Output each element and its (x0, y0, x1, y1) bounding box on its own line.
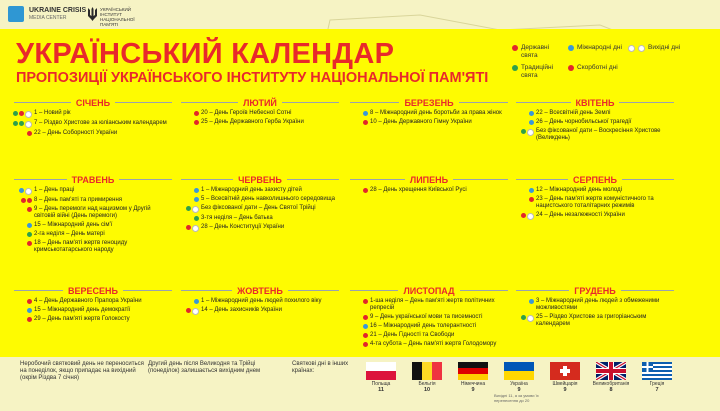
country-name: Польща (371, 381, 391, 387)
event-text: 25 – День Державного Герба України (201, 119, 304, 125)
event-text: 9 – День української мови та писемності (370, 314, 483, 320)
country-label (632, 381, 682, 393)
page-title: УКРАЇНСЬКИЙ КАЛЕНДАР (16, 38, 395, 70)
divider (459, 102, 508, 103)
event-text: 26 – День чорнобильської трагедії (536, 119, 632, 125)
event-text: 3-тя неділя – День батька (201, 215, 273, 221)
white-dot-icon (25, 188, 32, 195)
month-name: ЛИПЕНЬ (409, 174, 449, 185)
blue-dot-icon (363, 111, 368, 116)
green-dot-icon (194, 216, 199, 221)
country-name: Великобританія (592, 381, 630, 387)
country-label (402, 381, 452, 393)
event-item (181, 205, 339, 213)
red-dot-icon (27, 317, 32, 322)
red-dot-icon (363, 342, 368, 347)
event-text: 3 – Міжнародний день людей з обмеженими можливостями (536, 298, 660, 311)
divider (14, 179, 67, 180)
institute-name: УКРАЇНСЬКИЙ ІНСТИТУТ НАЦІОНАЛЬНОЇ ПАМ'ЯТІ (100, 7, 135, 27)
event-item (181, 298, 339, 305)
month-name: ЧЕРВЕНЬ (238, 174, 282, 185)
red-dot-icon (568, 65, 574, 71)
red-dot-icon (21, 198, 26, 203)
blue-dot-icon (363, 324, 368, 329)
event-dots (181, 224, 201, 232)
country-holiday-count: 8 (609, 387, 613, 393)
event-dots (14, 231, 34, 237)
red-dot-icon (363, 333, 368, 338)
country-label (540, 381, 590, 393)
legend-memorial: Скорботні дні (568, 64, 628, 72)
month-name: КВІТЕНЬ (575, 97, 615, 108)
month-name: БЕРЕЗЕНЬ (404, 97, 454, 108)
blue-dot-icon (194, 197, 199, 202)
red-dot-icon (363, 315, 368, 320)
divider (287, 179, 339, 180)
month-block (181, 174, 339, 232)
green-dot-icon (13, 121, 18, 126)
footer-note-1: Неробочий святковий день не переноситься на понеділок, якщо припадає на вихідний (окрім Різдва 7 січня) (20, 361, 144, 381)
event-text: 2-га неділя – День матері (34, 231, 105, 237)
event-dots (516, 187, 536, 193)
country-label (494, 381, 544, 393)
event-dots (14, 298, 34, 304)
month-header (516, 174, 674, 185)
event-dots (14, 197, 34, 203)
belgium-flag-icon (412, 362, 442, 380)
divider (621, 290, 674, 291)
event-text: 8 – Міжнародний день боротьби за права жінок (370, 110, 502, 116)
red-dot-icon (529, 197, 534, 202)
uk-flag-icon (596, 362, 626, 380)
red-dot-icon (363, 120, 368, 125)
page-subtitle: ПРОПОЗИЦІЇ УКРАЇНСЬКОГО ІНСТИТУТУ НАЦІОНАЛЬНОЇ ПАМ'ЯТІ (16, 70, 489, 86)
divider (350, 290, 398, 291)
month-block (350, 174, 508, 194)
divider (282, 102, 339, 103)
event-text: 1 – Міжнародний день людей похилого віку (201, 298, 322, 304)
month-header (14, 285, 172, 296)
event-text: 29 – День пам'яті жертв Голокосту (34, 316, 130, 322)
event-item (14, 130, 172, 137)
event-item (14, 206, 172, 220)
legend (512, 44, 712, 90)
logo-square-icon (8, 6, 24, 22)
event-item (516, 314, 674, 328)
brand-sub: MEDIA CENTER (29, 15, 67, 21)
event-text: 5 – Всесвітній день навколишнього середовища (201, 196, 335, 202)
event-item (516, 119, 674, 126)
month-header (181, 285, 339, 296)
event-item (181, 187, 339, 194)
blue-dot-icon (27, 223, 32, 228)
blue-dot-icon (529, 299, 534, 304)
blue-dot-icon (194, 299, 199, 304)
small-note: Вихідні 11, а за умови їх перенесення до 20 (494, 393, 539, 403)
event-dots (181, 298, 201, 304)
event-dots (516, 212, 536, 220)
country-holiday-count: 9 (563, 387, 567, 393)
event-item (516, 187, 674, 194)
germany-flag-icon (458, 362, 488, 380)
month-name: СЕРПЕНЬ (573, 174, 617, 185)
month-header (350, 285, 508, 296)
red-dot-icon (19, 111, 24, 116)
event-item (181, 119, 339, 126)
green-dot-icon (13, 111, 18, 116)
blue-dot-icon (529, 188, 534, 193)
red-dot-icon (363, 188, 368, 193)
event-text: 15 – Міжнародний день сім'ї (34, 222, 113, 228)
event-text: 10 – День Державного Гімну України (370, 119, 472, 125)
red-dot-icon (27, 131, 32, 136)
event-dots (14, 120, 34, 128)
event-item (516, 212, 674, 220)
event-text: 8 – День пам'яті та примирення (34, 197, 123, 203)
divider (181, 290, 232, 291)
event-text: 12 – Міжнародний день молоді (536, 187, 622, 193)
month-block (350, 97, 508, 126)
divider (119, 179, 172, 180)
red-dot-icon (194, 111, 199, 116)
country-name: Греція (649, 381, 665, 387)
event-dots (350, 341, 370, 347)
event-item (181, 196, 339, 203)
green-dot-icon (27, 232, 32, 237)
divider (516, 290, 569, 291)
event-item (350, 314, 508, 321)
red-dot-icon (194, 120, 199, 125)
red-dot-icon (186, 308, 191, 313)
event-dots (14, 187, 34, 195)
divider (288, 290, 339, 291)
event-item (14, 197, 172, 204)
event-item (14, 307, 172, 314)
event-text: 1-ша неділя – День пам'яті жертв політичних репресій (370, 298, 495, 311)
legend-intl: Міжнародні дні (568, 44, 628, 52)
event-dots (14, 307, 34, 313)
red-dot-icon (27, 241, 32, 246)
event-dots (14, 110, 34, 118)
event-dots (14, 130, 34, 136)
divider (181, 102, 238, 103)
red-dot-icon (363, 299, 368, 304)
legend-days-off: Вихідні дні (628, 44, 708, 52)
country-name: Україна (510, 381, 528, 387)
event-item (350, 187, 508, 194)
white-dot-icon (527, 129, 534, 136)
event-dots (350, 323, 370, 329)
event-text: 21 – День Гідності та Свободи (370, 332, 455, 338)
month-header (181, 174, 339, 185)
white-dot-icon (25, 121, 32, 128)
event-text: 18 – День пам'яті жертв геноциду кримськотатарського народу (34, 240, 128, 253)
footer-note-2: Другий день після Великодня та Трійці (понеділок) залишається вихідним днем (148, 361, 261, 374)
event-text: Без фіксованої дати – Воскресіння Христове (Великдень) (536, 128, 661, 141)
white-dot-icon (192, 308, 199, 315)
event-text: 23 – День пам'яті жертв комуністичного та нацистського тоталітарних режимів (536, 196, 654, 209)
white-dot-icon (527, 315, 534, 322)
green-dot-icon (521, 315, 526, 320)
event-dots (516, 128, 536, 136)
event-item (350, 332, 508, 339)
event-dots (181, 187, 201, 193)
event-text: 1 – День праці (34, 187, 75, 193)
month-block (516, 285, 674, 328)
event-item (14, 240, 172, 254)
event-item (350, 341, 508, 348)
event-text: 22 – День Соборності України (34, 130, 118, 136)
event-text: 20 – День Героїв Небесної Сотні (201, 110, 292, 116)
month-name: СІЧЕНЬ (75, 97, 111, 108)
event-dots (516, 298, 536, 304)
event-dots (14, 222, 34, 228)
ukraine-crisis-logo (8, 6, 86, 22)
month-header (516, 97, 674, 108)
event-dots (516, 119, 536, 125)
green-dot-icon (521, 129, 526, 134)
country-name: Швейцарія (552, 381, 578, 387)
event-dots (14, 206, 34, 212)
month-block (14, 285, 172, 323)
event-text: 22 – Всесвітній день Землі (536, 110, 611, 116)
divider (453, 179, 508, 180)
event-dots (516, 110, 536, 116)
event-text: 1 – Новий рік (34, 110, 71, 116)
brand-name: UKRAINE CRISIS (29, 7, 87, 14)
country-holiday-count: 9 (471, 387, 475, 393)
divider (622, 179, 674, 180)
event-item (181, 307, 339, 315)
divider (619, 102, 674, 103)
event-item (350, 119, 508, 126)
month-name: ЛИСТОПАД (403, 285, 455, 296)
month-name: ГРУДЕНЬ (574, 285, 616, 296)
white-dot-icon (192, 225, 199, 232)
country-holiday-count: 10 (423, 387, 431, 393)
event-item (181, 110, 339, 117)
country-label (586, 381, 636, 393)
event-text: 9 – День перемоги над нацизмом у Другій світовій війні (День перемоги) (34, 206, 151, 219)
legend-state: Державні свята (512, 44, 564, 60)
red-dot-icon (27, 198, 32, 203)
event-item (350, 298, 508, 312)
event-text: 28 – День Конституції України (201, 224, 285, 230)
white-dot-icon (638, 45, 645, 52)
green-dot-icon (186, 206, 191, 211)
switzerland-flag-icon (550, 362, 580, 380)
event-dots (516, 314, 536, 322)
trident-icon (88, 7, 97, 21)
green-dot-icon (512, 65, 518, 71)
white-dot-icon (192, 206, 199, 213)
event-item (350, 323, 508, 330)
white-dot-icon (527, 213, 534, 220)
month-header (14, 97, 172, 108)
event-text: 24 – День незалежності України (536, 212, 625, 218)
red-dot-icon (512, 45, 518, 51)
red-dot-icon (186, 225, 191, 230)
event-dots (350, 110, 370, 116)
event-text: Без фіксованої дати – День Святої Трійці (201, 205, 316, 211)
event-text: 16 – Міжнародний день толерантності (370, 323, 477, 329)
event-text: 1 – Міжнародний день захисту дітей (201, 187, 302, 193)
blue-dot-icon (529, 111, 534, 116)
month-block (181, 97, 339, 126)
event-text: 14 – День захисників України (201, 307, 282, 313)
divider (14, 102, 71, 103)
blue-dot-icon (529, 120, 534, 125)
event-item (14, 231, 172, 238)
divider (516, 102, 571, 103)
month-header (516, 285, 674, 296)
greece-flag-icon (642, 362, 672, 380)
month-block (181, 285, 339, 315)
legend-traditional: Традиційні свята (512, 64, 564, 80)
event-item (516, 196, 674, 210)
month-header (350, 174, 508, 185)
event-dots (181, 205, 201, 213)
event-dots (181, 215, 201, 221)
month-block (516, 97, 674, 142)
event-text: 4-та субота – День пам'яті жертв Голодомору (370, 341, 497, 347)
footer-note-3: Святкові дні в інших країнах: (292, 361, 349, 374)
red-dot-icon (27, 299, 32, 304)
event-dots (181, 307, 201, 315)
event-dots (14, 316, 34, 322)
divider (14, 290, 63, 291)
country-holiday-count: 11 (378, 387, 384, 393)
month-block (350, 285, 508, 348)
event-dots (350, 298, 370, 304)
event-dots (350, 314, 370, 320)
month-block (14, 174, 172, 254)
country-label (356, 381, 406, 393)
event-dots (350, 332, 370, 338)
white-dot-icon (25, 111, 32, 118)
divider (516, 179, 568, 180)
blue-dot-icon (19, 188, 24, 193)
event-text: 28 – День хрещення Київської Русі (370, 187, 467, 193)
event-item (516, 128, 674, 142)
event-item (350, 110, 508, 117)
event-item (14, 316, 172, 323)
blue-dot-icon (568, 45, 574, 51)
red-dot-icon (27, 207, 32, 212)
divider (115, 102, 172, 103)
country-label (448, 381, 498, 393)
event-item (14, 120, 172, 128)
event-item (14, 187, 172, 195)
event-text: 25 – Різдво Христове за григоріанським календарем (536, 314, 647, 327)
divider (181, 179, 233, 180)
month-name: ТРАВЕНЬ (71, 174, 115, 185)
month-name: ЖОВТЕНЬ (237, 285, 283, 296)
blue-dot-icon (27, 308, 32, 313)
divider (123, 290, 172, 291)
event-dots (14, 240, 34, 246)
event-item (181, 215, 339, 222)
event-dots (181, 196, 201, 202)
event-dots (350, 187, 370, 193)
country-holiday-count: 9 (517, 387, 521, 393)
month-name: ВЕРЕСЕНЬ (68, 285, 118, 296)
divider (350, 179, 405, 180)
divider (460, 290, 508, 291)
white-dot-icon (628, 45, 635, 52)
event-item (516, 110, 674, 117)
red-dot-icon (521, 213, 526, 218)
event-item (181, 224, 339, 232)
country-holiday-count: 7 (655, 387, 659, 393)
country-name: Німеччина (460, 381, 486, 387)
ukraine-flag-icon (504, 362, 534, 380)
green-dot-icon (19, 121, 24, 126)
event-item (14, 298, 172, 305)
poland-flag-icon (366, 362, 396, 380)
month-block (14, 97, 172, 137)
month-header (14, 174, 172, 185)
country-name: Бельгія (418, 381, 436, 387)
event-dots (350, 119, 370, 125)
event-item (14, 110, 172, 118)
event-item (516, 298, 674, 312)
event-dots (181, 119, 201, 125)
event-text: 15 – Міжнародний день демократії (34, 307, 131, 313)
event-text: 7 – Різдво Христове за юліанським календарем (34, 120, 167, 126)
event-text: 4 – День Державного Прапора України (34, 298, 142, 304)
month-header (181, 97, 339, 108)
event-item (14, 222, 172, 229)
month-block (516, 174, 674, 220)
month-name: ЛЮТИЙ (243, 97, 277, 108)
event-dots (516, 196, 536, 202)
event-dots (181, 110, 201, 116)
month-header (350, 97, 508, 108)
blue-dot-icon (194, 188, 199, 193)
divider (350, 102, 399, 103)
